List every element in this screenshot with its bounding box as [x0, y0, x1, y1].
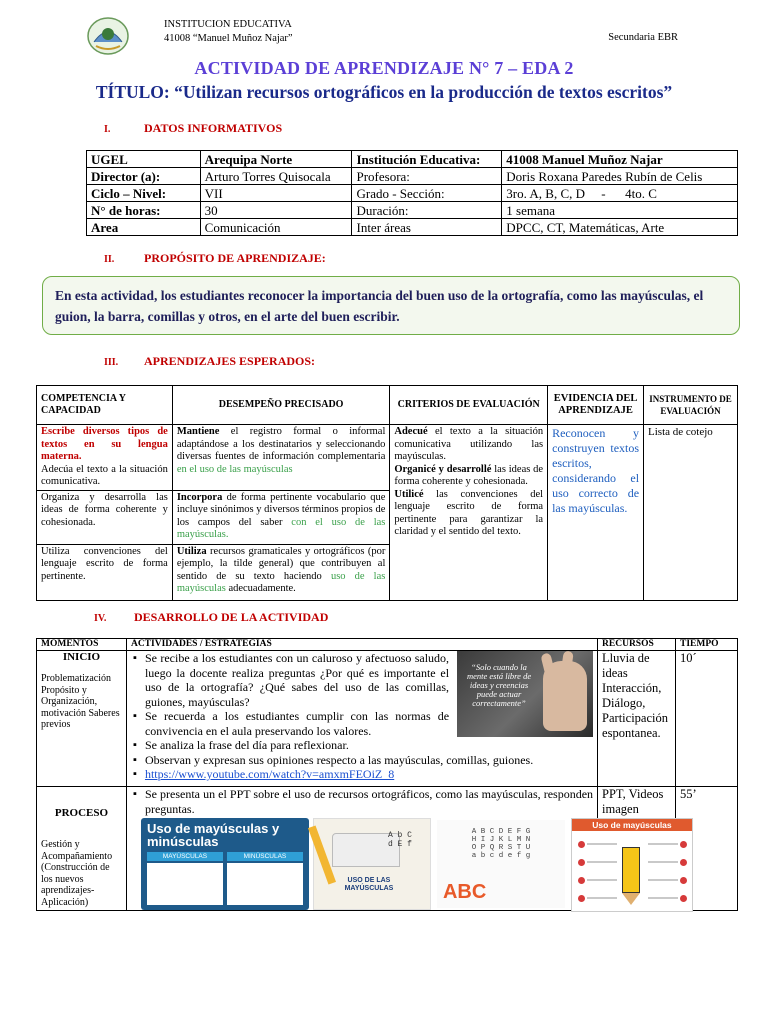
- instrumento-text: Lista de cotejo: [644, 425, 738, 601]
- table-row: Utiliza convenciones del lenguaje escrito de forma pertinente. Utiliza recursos gramaticales y ortográficos (por ejemplo, la tilde general) que contribuyen al sentido de su texto haciendo uso de las mayúsculas adecuadamente.: [37, 544, 738, 600]
- table-row: UGEL Arequipa Norte Institución Educativa: 41008 Manuel Muñoz Najar: [87, 151, 738, 168]
- recursos-proceso: PPT, Videos imagen: [598, 787, 676, 911]
- school-logo-icon: [86, 14, 130, 58]
- table-header-row: MOMENTOS ACTIVIDADES / ESTRATEGIAS RECURSOS TIEMPO: [37, 639, 738, 651]
- institution-name: INSTITUCION EDUCATIVA: [164, 19, 292, 30]
- momento-inicio-detail: Problematización Propósito y Organización, motivación Saberes previos: [41, 673, 120, 730]
- capacidad-3: Utiliza convenciones del lenguaje escrito de forma pertinente.: [37, 544, 173, 600]
- competencia-title: Escribe diversos tipos de textos en su lengua materna.: [41, 426, 168, 462]
- momento-inicio: INICIO: [62, 651, 101, 663]
- document-title: TÍTULO: “Utilizan recursos ortográficos en la producción de textos escritos”: [95, 82, 673, 102]
- recursos-inicio: Lluvia de ideas Interacción, Diálogo, Participación espontanea.: [598, 651, 676, 787]
- table-row-inicio: [37, 651, 738, 787]
- table-row: Escribe diversos tipos de textos en su lengua materna. Adecúa el texto a la situación comunicativa. Mantiene el registro formal o informal adaptándose a los destinatarios y seleccionando diversas fuentes de información complementaria en el uso de las mayúsculas Adecué el texto a la situación comunicativa utilizando las mayúsculas. Organicé y desarrollé las ideas de forma coherente y cohesionada. Utilicé las convenciones del lenguaje escrito de forma pertinente para garantizar la claridad y el sentido del texto. Reconocen y construyen textos escritos, considerando el uso correcto de las mayúsculas. Lista de cotejo: [37, 425, 738, 491]
- aprendizajes-table: [36, 385, 738, 601]
- table-row-proceso: [37, 787, 738, 911]
- quote-image: ▪ “Solo cuando la mente está libre de ideas y creencias puede actuar correctamente”: [457, 651, 593, 737]
- list-item: ▪ Observan y expresan sus opiniones respecto a las mayúsculas, comillas, guiones.: [131, 753, 593, 768]
- list-item: ▪ “Solo cuando la mente está libre de ideas y creencias puede actuar correctamente” Se recibe a los estudiantes con un caluroso y afectuoso saludo, luego la docente realiza preguntas ¿Por qué es importante el uso de la ortografía? ¿Qué sabes del uso de las comillas, guiones, mayúsculas?: [131, 651, 593, 709]
- table-header-row: COMPETENCIA Y CAPACIDAD DESEMPEÑO PRECISADO CRITERIOS DE EVALUACIÓN EVIDENCIA DEL APRENDIZAJE INSTRUMENTO DE EVALUACIÓN: [37, 386, 738, 425]
- table-row: Area Comunicación Inter áreas DPCC, CT, Matemáticas, Arte: [87, 219, 738, 236]
- table-row: Director (a): Arturo Torres Quisocala Profesora: Doris Roxana Paredes Rubín de Celis: [87, 168, 738, 185]
- table-row: N° de horas: 30 Duración: 1 semana: [87, 202, 738, 219]
- activity-title: ACTIVIDAD DE APRENDIZAJE N° 7 – EDA 2: [194, 58, 574, 78]
- education-level: Secundaria EBR: [608, 32, 678, 43]
- evidencia-text: Reconocen y construyen textos escritos, considerando el uso correcto de las mayúsculas.: [548, 425, 644, 601]
- uso-mayusculas-book-image: A b C d E f USO DE LAS MAYÚSCULAS: [313, 818, 431, 910]
- alphabet-image: A B C D E F G H I J K L M N O P Q R S T U a b c d e f g ABC: [437, 820, 565, 908]
- list-item: ▪ Se recuerda a los estudiantes cumplir con las normas de convivencia en el aula preservando los valores.: [131, 709, 593, 738]
- datos-informativos-table: [86, 150, 738, 236]
- tiempo-proceso: 55’: [676, 787, 738, 911]
- table-row: Organiza y desarrolla las ideas de forma coherente y cohesionada. Incorpora de forma pertinente vocabulario que incluye sinónimos y diversos términos propios de los campos del saber con el uso de las mayúsculas.: [37, 490, 738, 544]
- uso-mayusculas-infographic: Uso de mayúsculas: [571, 818, 693, 912]
- institution-code: 41008 “Manuel Muñoz Najar”: [164, 33, 293, 44]
- ppt-images: [131, 818, 672, 910]
- list-item: ▪ Se analiza la frase del día para reflexionar.: [131, 738, 593, 753]
- momento-proceso-detail: Gestión y Acompañamiento (Construcción de los nuevos aprendizajes- Aplicación): [41, 839, 113, 908]
- momento-proceso: PROCESO: [54, 807, 109, 819]
- list-item: [131, 767, 593, 782]
- desarrollo-table: [36, 638, 738, 911]
- table-row: Ciclo – Nivel: VII Grado - Sección: 3ro. A, B, C, D - 4to. C: [87, 185, 738, 202]
- document-header: [88, 14, 678, 50]
- section-desarrollo-heading: IV. DESARROLLO DE LA ACTIVIDAD: [94, 610, 329, 624]
- section-proposito-heading: II. PROPÓSITO DE APRENDIZAJE:: [104, 251, 326, 265]
- proposito-box: En esta actividad, los estudiantes reconocer la importancia del buen uso de la ortografía, como las mayúsculas, el guion, la barra, comillas y otros, en el arte del buen escribir.: [42, 276, 740, 335]
- section-datos-heading: I. DATOS INFORMATIVOS: [104, 121, 283, 135]
- capacidad-1: Adecúa el texto a la situación comunicativa.: [41, 463, 168, 487]
- tiempo-inicio: 10´: [676, 651, 738, 787]
- capacidad-2: Organiza y desarrolla las ideas de forma coherente y cohesionada.: [37, 490, 173, 544]
- list-item: ▪ Se presenta un el PPT sobre el uso de recursos ortográficos, como las mayúsculas, responden preguntas.: [131, 787, 593, 816]
- youtube-link[interactable]: https://www.youtube.com/watch?v=amxmFEOiZ_8: [144, 767, 395, 781]
- section-aprendizajes-heading: III. APRENDIZAJES ESPERADOS:: [104, 354, 316, 368]
- mayusculas-minusculas-image: Uso de mayúsculas y minúsculas MAYÚSCULAS MINÚSCULAS: [141, 818, 309, 910]
